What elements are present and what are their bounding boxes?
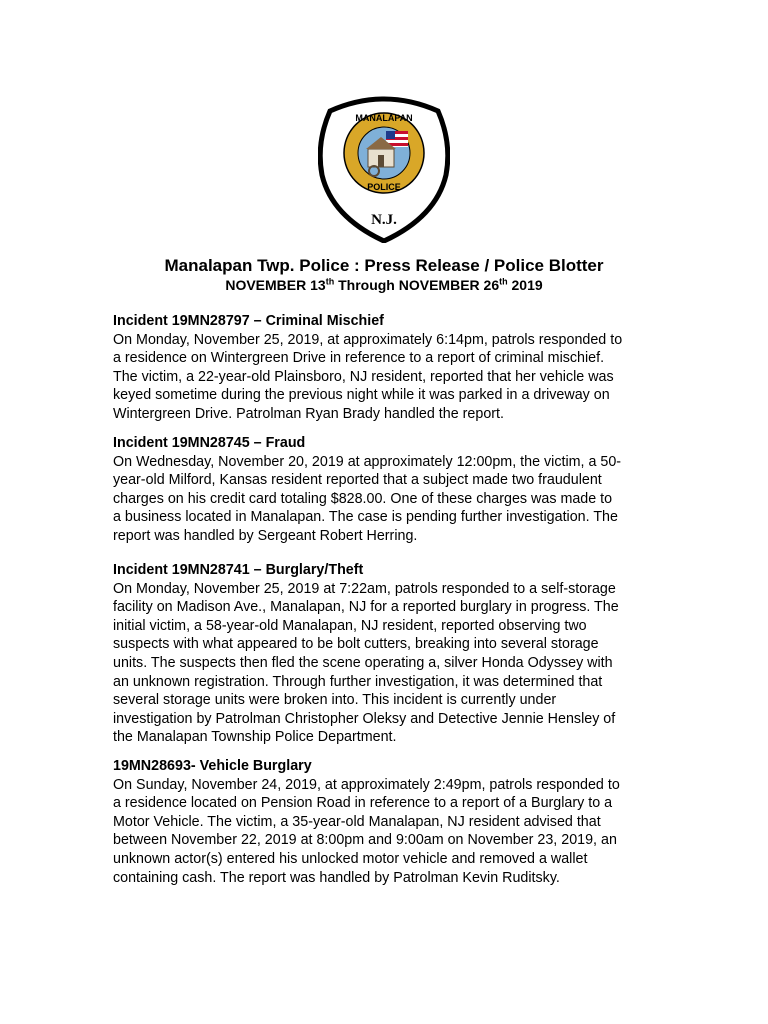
police-badge-logo [318,93,450,243]
incident-line: a business located in Manalapan. The case is pending further investigation. The [113,509,618,526]
incident-line: several storage units were broken into. This incident is currently under [113,692,557,709]
incident-line: Motor Vehicle. The victim, a 35-year-old Manalapan, NJ resident advised that [113,813,601,830]
badge-state-text: N.J. [371,212,397,228]
incident-heading: 19MN28693- Vehicle Burglary [113,758,312,774]
incident-line: The victim, a 22-year-old Plainsboro, NJ resident, reported that her vehicle was [113,368,614,385]
badge-top-text: MANALAPAN [355,113,413,123]
incident-line: a residence located on Pension Road in reference to a report of a Burglary to a [113,795,613,812]
incident-line: Wintergreen Drive. Patrolman Ryan Brady handled the report. [113,405,504,422]
incident-line: On Sunday, November 24, 2019, at approximately 2:49pm, patrols responded to [113,776,620,793]
incident-line: report was handled by Sergeant Robert Herring. [113,527,418,544]
incident-heading: Incident 19MN28745 – Fraud [113,435,306,451]
incident-line: an unknown registration. Through further investigation, it was determined that [113,673,603,690]
incident-line: year-old Milford, Kansas resident reported that a subject made two fraudulent [113,472,602,489]
badge-bottom-text: POLICE [367,182,401,192]
incident-criminal-mischief [113,312,673,424]
incident-line: investigation by Patrolman Christopher Oleksy and Detective Jennie Hensley of [113,710,616,727]
page-title: Manalapan Twp. Police : Press Release / Police Blotter [164,256,604,275]
incident-vehicle-burglary [113,757,673,887]
incident-heading: Incident 19MN28797 – Criminal Mischief [113,313,384,329]
incident-line: initial victim, a 58-year-old Manalapan, NJ resident, reported observing two [113,617,587,634]
incident-line: keyed sometime during the previous night while it was parked in a driveway on [113,387,610,404]
incident-heading: Incident 19MN28741 – Burglary/Theft [113,562,364,578]
incident-line: unknown actor(s) entered his unlocked motor vehicle and removed a wallet [113,850,588,867]
incident-line: units. The suspects then fled the scene operating a, silver Honda Odyssey with [113,654,613,671]
incident-fraud [113,434,673,546]
incident-line: the Manalapan Township Police Department. [113,729,397,746]
incident-line: a residence on Wintergreen Drive in reference to a report of criminal mischief. [113,350,605,367]
incident-line: containing cash. The report was handled by Patrolman Kevin Ruditsky. [113,869,560,886]
date-range: NOVEMBER 13th Through NOVEMBER 26th 2019 [225,276,543,293]
incident-line: On Wednesday, November 20, 2019 at approximately 12:00pm, the victim, a 50- [113,453,622,470]
incident-line: facility on Madison Ave., Manalapan, NJ for a reported burglary in progress. The [113,599,619,616]
incident-line: charges on his credit card totaling $828.00. One of these charges was made to [113,490,613,507]
incident-line: between November 22, 2019 at 8:00pm and 9:00am on November 23, 2019, an [113,832,617,849]
incident-line: On Monday, November 25, 2019 at 7:22am, patrols responded to a self-storage [113,580,616,597]
incident-burglary-theft [113,561,673,747]
incident-line: suspects with what appeared to be bolt cutters, breaking into several storage [113,636,599,653]
incident-line: On Monday, November 25, 2019, at approximately 6:14pm, patrols responded to [113,331,623,348]
